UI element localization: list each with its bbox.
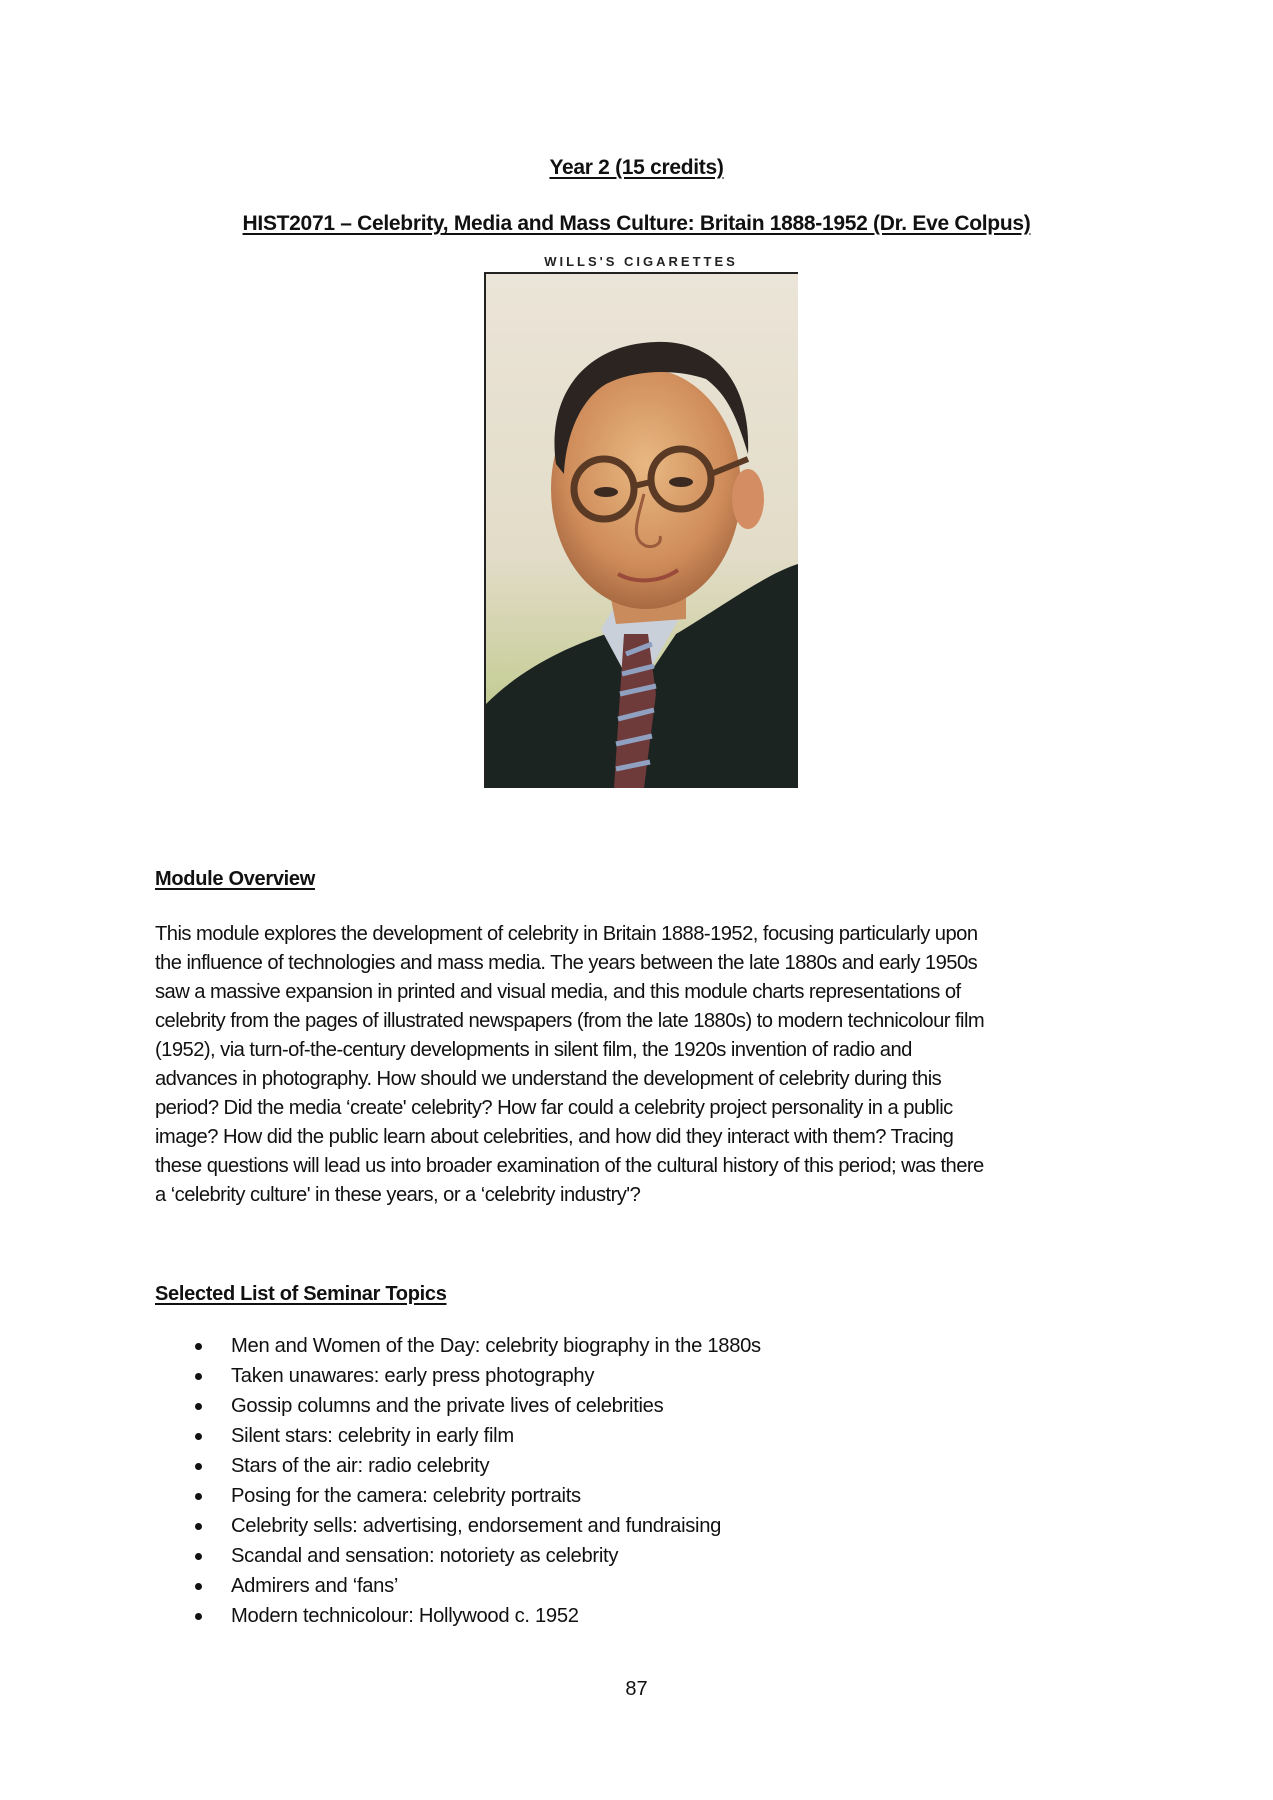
list-item	[155, 1511, 761, 1541]
topic-label: Celebrity sells: advertising, endorsement and fundraising	[231, 1515, 722, 1537]
topic-label: Silent stars: celebrity in early film	[231, 1425, 514, 1447]
topic-label: Men and Women of the Day: celebrity biography in the 1880s	[231, 1335, 761, 1357]
bullet-icon	[195, 1613, 202, 1620]
list-item	[155, 1361, 761, 1391]
topic-label: Taken unawares: early press photography	[231, 1365, 595, 1387]
list-item	[155, 1391, 761, 1421]
portrait-illustration-icon	[486, 274, 798, 788]
overview-heading: Module Overview	[155, 868, 315, 890]
overview-line: the influence of technologies and mass media. The years between the late 1880s and early 1950s	[155, 952, 978, 974]
overview-line: (1952), via turn-of-the-century developments in silent film, the 1920s invention of radio and	[155, 1039, 912, 1061]
list-item	[155, 1421, 761, 1451]
topic-label: Scandal and sensation: notoriety as celebrity	[231, 1545, 619, 1567]
bullet-icon	[195, 1523, 202, 1530]
topic-label: Admirers and ‘fans’	[231, 1575, 399, 1597]
list-item	[155, 1481, 761, 1511]
list-item	[155, 1541, 761, 1571]
card-label: WILLS'S CIGARETTES	[544, 254, 738, 269]
module-title: HIST2071 – Celebrity, Media and Mass Culture: Britain 1888-1952 (Dr. Eve Colpus)	[242, 212, 1031, 235]
overview-paragraph	[155, 920, 1135, 1210]
bullet-icon	[195, 1343, 202, 1350]
bullet-icon	[195, 1493, 202, 1500]
bullet-icon	[195, 1583, 202, 1590]
topics-heading: Selected List of Seminar Topics	[155, 1283, 447, 1305]
overview-line: period? Did the media ‘create' celebrity? How far could a celebrity project personality in a public	[155, 1097, 953, 1119]
overview-line: image? How did the public learn about celebrities, and how did they interact with them? Tracing	[155, 1126, 954, 1148]
bullet-icon	[195, 1373, 202, 1380]
list-item	[155, 1601, 761, 1631]
topic-label: Modern technicolour: Hollywood c. 1952	[231, 1605, 579, 1627]
bullet-icon	[195, 1403, 202, 1410]
overview-line: saw a massive expansion in printed and visual media, and this module charts representations of	[155, 981, 961, 1003]
bullet-icon	[195, 1463, 202, 1470]
overview-line: a ‘celebrity culture' in these years, or a ‘celebrity industry'?	[155, 1184, 641, 1206]
overview-line: This module explores the development of celebrity in Britain 1888-1952, focusing particularly upon	[155, 923, 978, 945]
overview-line: advances in photography. How should we understand the development of celebrity during this	[155, 1068, 942, 1090]
bullet-icon	[195, 1553, 202, 1560]
year-heading: Year 2 (15 credits)	[549, 156, 724, 179]
page-number: 87	[625, 1678, 648, 1700]
topic-label: Stars of the air: radio celebrity	[231, 1455, 490, 1477]
topic-label: Gossip columns and the private lives of celebrities	[231, 1395, 664, 1417]
overview-line: these questions will lead us into broader examination of the cultural history of this period; was there	[155, 1155, 984, 1177]
list-item	[155, 1451, 761, 1481]
bullet-icon	[195, 1433, 202, 1440]
topic-label: Posing for the camera: celebrity portraits	[231, 1485, 581, 1507]
list-item	[155, 1331, 761, 1361]
topics-list	[155, 1331, 761, 1631]
portrait-image	[484, 272, 798, 788]
cigarette-card-portrait	[484, 254, 798, 788]
overview-line: celebrity from the pages of illustrated newspapers (from the late 1880s) to modern technicolour film	[155, 1010, 985, 1032]
list-item	[155, 1571, 761, 1601]
